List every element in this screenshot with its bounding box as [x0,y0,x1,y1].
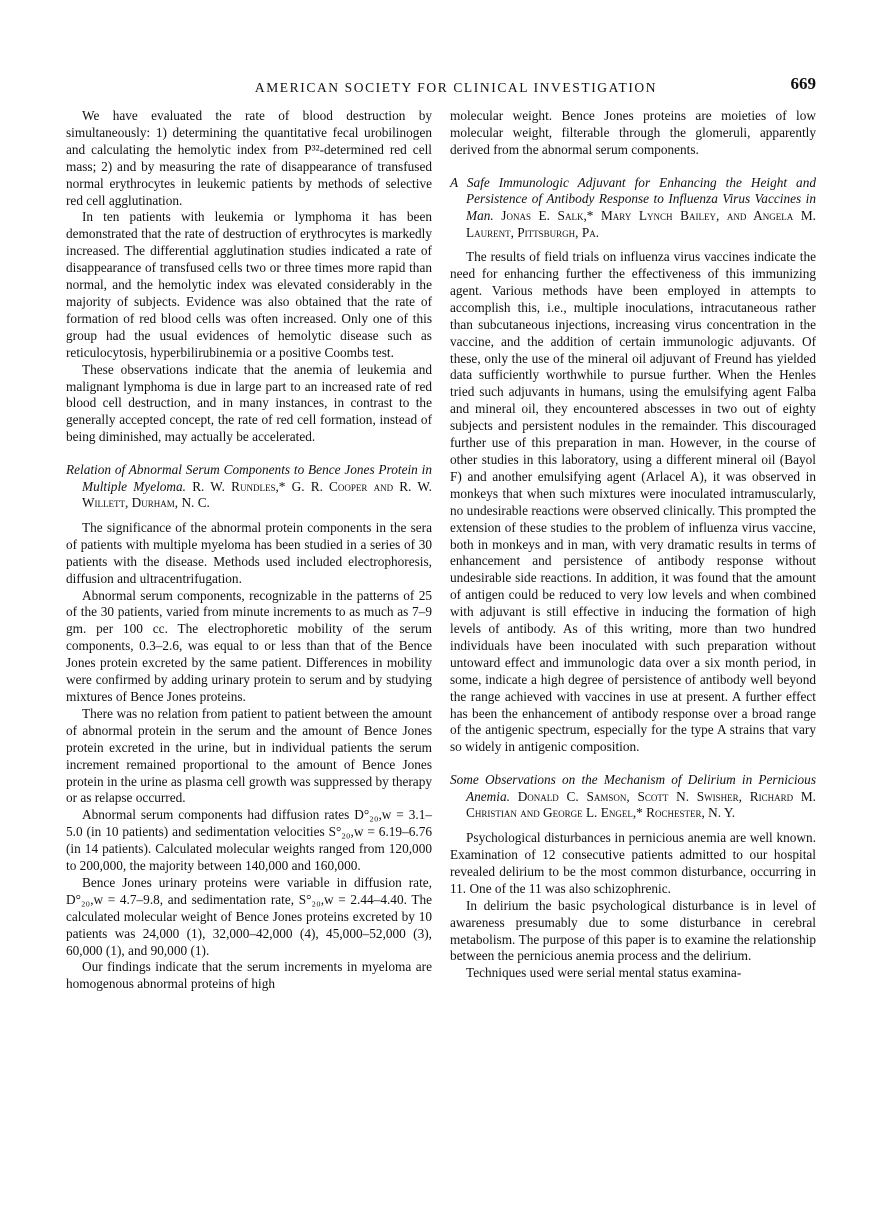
abstract-title-text: A Safe Immunologic Adjuvant for Enhancing the Height and Persistence of Antibody Response to Influenza Virus Vaccines in Man. [450,174,816,223]
paragraph: In delirium the basic psychological disturbance is in level of awareness presumably due to some disturbance in cerebral metabolism. The purpose of this paper is to examine the relationship between the pernicious anemia process and the delirium. [450,897,816,964]
paragraph: Psychological disturbances in pernicious anemia are well known. Examination of 12 consecutive patients admitted to our hospital revealed delirium to be the most common disturbance, occurring in 11. One of the 11 was also schizophrenic. [450,830,816,896]
paragraph: molecular weight. Bence Jones proteins are moieties of low molecular weight, filterable through the glomeruli, apparently derived from the abnormal serum components. [450,108,816,157]
abstract-title-text: Some Observations on the Mechanism of Delirium in Pernicious Anemia. [450,772,816,804]
paragraph: The results of field trials on influenza virus vaccines indicate the need for enhancing further the effectiveness of this immunizing agent. Various methods have been employed in attempts to accomplish this, i.e., multiple inoculations, intracutaneous rather than subcutaneous injections, increasing virus concentration in the vaccine, and the addition of certain immunologic adjuvants. Of these, only the use of the mineral oil adjuvant of Freund has yielded data sufficiently worthwhile to pursue further. When the Henles tried such adjuvants in humans, using the emulsifying agent Falba and mineral oil, they encountered abscesses in two out of eighty subjects and persistent nodules in the remainder. This discouraged further use of this preparation in man. However, in the course of other studies in this laboratory, using a different mineral oil (Bayol F) and another emulsifying agent (Arlacel A), it was observed in monkeys that when such mixtures were inoculated intramuscularly, no undesirable reactions were observed clinically. This prompted the extension of these studies to the problem of influenza virus vaccine, both in monkeys and in man, with very dramatic results in terms of enhancement and persistence of antibody response without undesirable side reactions. In addition, it was found that the amount of antigen could be reduced to very low levels and when combined with adjuvant is still effective in inducing the formation of high levels of antibody. As of this writing, more than two hundred individuals have been inoculated with such preparation without untoward effect and immunologic data over a six month period, in some, indicate a high degree of persistence of antibody well beyond the range achieved with vaccines in use at present. A further effect has been the enhancement of antibody response over a broad range of the antigenic spectrum, especially for the type A strains that vary so widely in antigenic composition. [450,249,816,755]
paragraph: Abnormal serum components, recognizable in the patterns of 25 of the 30 patients, varied from minute increments to as much as 7–9 gm. per 100 cc. The electrophoretic mobility of the serum components, 0.3–2.6, was equal to or less than that of the Bence Jones protein excreted by the same patient. Differences in mobility were confirmed by adding urinary protein to serum and by studying mixtures of Bence Jones proteins. [66,587,432,704]
abstract-title-text: Relation of Abnormal Serum Components to Bence Jones Protein in Multiple Myeloma. [66,462,432,494]
paragraph: The significance of the abnormal protein components in the sera of patients with multiple myeloma has been studied in a series of 30 patients with the disease. Methods used included electrophoresis, diffusion and ultracentrifugation. [66,519,432,586]
paragraph: In ten patients with leukemia or lymphoma it has been demonstrated that the rate of destruction of erythrocytes is markedly increased. The differential agglutination studies indicated a rate of disappearance of transfused cells two or three times more rapid than normal, and the hemolytic index was elevated considerably in the majority of subjects. Evidence was also obtained that the rate of formation of red blood cells was often increased. Only one of this group had the usual evidences of hemolytic disease such as reticulocytosis, hyperbilirubinemia or a positive Coombs test. [66,209,432,360]
paragraph: There was no relation from patient to patient between the amount of abnormal protein in the serum and the amount of Bence Jones protein excreted in the urine, but in individual patients the serum increment remained proportional to the amount of Bence Jones protein in the urine as plasma cell growth was suppressed by therapy or as relapse occurred. [66,705,432,806]
right-column [450,108,816,982]
abstract-title [66,462,432,512]
paragraph: Techniques used were serial mental status examina- [466,965,742,981]
abstract-authors: Jonas E. Salk,* Mary Lynch Bailey, and Angela M. Laurent, Pittsburgh, Pa. [466,207,816,240]
left-column [66,108,432,993]
abstract-title [450,772,816,822]
abstract-title [450,175,816,241]
abstract-authors: Donald C. Samson, Scott N. Swisher, Richard M. Christian and George L. Engel,* Rochester, N. Y. [466,788,816,821]
paragraph: We have evaluated the rate of blood destruction by simultaneously: 1) determining the quantitative fecal urobilinogen and calculating the hemolytic index from P³²-determined red cell mass; 2) and by measuring the rate of disappearance of transfused normal erythrocytes in leukemic patients by methods of selective red cell agglutination. [66,108,432,208]
abstract-authors: R. W. Rundles,* G. R. Cooper and R. W. Willett, Durham, N. C. [82,478,433,511]
running-head: AMERICAN SOCIETY FOR CLINICAL INVESTIGATION [254,80,658,95]
paragraph: Bence Jones urinary proteins were variable in diffusion rate, D°₂₀,w = 4.7–9.8, and sedimentation rate, S°₂₀,w = 2.44–4.40. The calculated molecular weight of Bence Jones proteins excreted by 10 patients was 24,000 (1), 32,000–42,000 (4), 45,000–52,000 (3), 60,000 (1), and 90,000 (1). [66,874,432,958]
page-header [66,74,816,100]
paragraph: Our findings indicate that the serum increments in myeloma are homogenous abnormal proteins of high [66,959,432,992]
paragraph: These observations indicate that the anemia of leukemia and malignant lymphoma is due in large part to an increased rate of red blood cell destruction, and in many instances, in contrast to the generally accepted concept, the rate of red cell formation, instead of being diminished, may actually be accelerated. [66,361,432,445]
paragraph: Abnormal serum components had diffusion rates D°₂₀,w = 3.1–5.0 (in 10 patients) and sedimentation velocities S°₂₀,w = 6.19–6.76 (in 14 patients). Calculated molecular weights ranged from 120,000 to 200,000, the majority between 140,000 and 160,000. [66,807,432,874]
page-number: 669 [790,74,816,93]
